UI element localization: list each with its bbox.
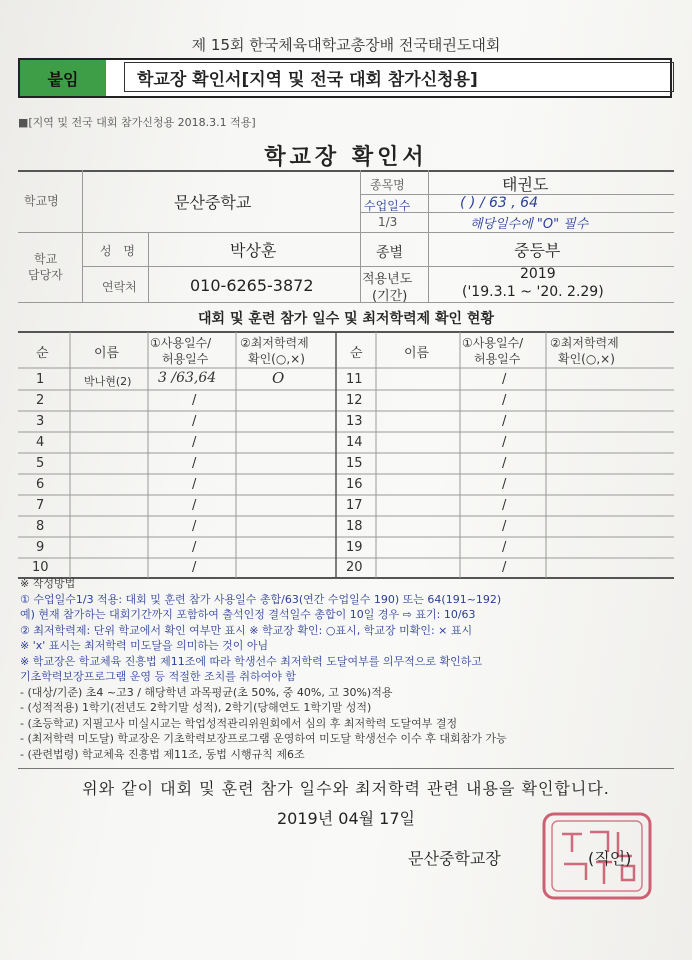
year-label-1: 적용년도 [362, 272, 413, 287]
row-no: 5 [36, 456, 45, 471]
row-days: / [192, 435, 197, 450]
note-line: 예) 현재 참가하는 대회기간까지 포함하여 출석인정 결석일수 총합이 10일 경우 ⇨ 표기: 10/63 [20, 608, 476, 621]
attachment-badge: 붙임 [20, 60, 106, 96]
row-days: / [502, 414, 507, 429]
row-days: / [502, 560, 507, 575]
row-no: 9 [36, 540, 45, 555]
col-header-days-right-1: ①사용일수/ [462, 336, 524, 350]
row-days: / [192, 519, 197, 534]
note-line: 기초학력보장프로그램 운영 등 적절한 조치를 취하여야 함 [20, 670, 297, 683]
issue-date: 2019년 04월 17일 [277, 809, 415, 828]
col-header-name-left: 이름 [94, 346, 120, 361]
note-line: - (관련법령) 학교체육 진흥법 제11조, 동법 시행규칙 제6조 [20, 747, 305, 761]
row-no: 19 [346, 540, 363, 555]
contact-value: 010-6265-3872 [190, 276, 314, 295]
row-days: / [192, 498, 197, 513]
row-name: 박나현(2) [84, 375, 132, 388]
row-no: 13 [346, 414, 363, 429]
row-days: / [192, 540, 197, 555]
note-line: ※ 학교장은 학교체육 진흥법 제11조에 따라 학생선수 최저학력 도달여부를 의무적으로 확인하고 [20, 654, 482, 668]
col-header-days-right-2: 허용일수 [474, 352, 521, 366]
type-value: 중등부 [514, 241, 561, 260]
row-no: 16 [346, 477, 363, 492]
row-days: / [192, 456, 197, 471]
row-days: / [192, 414, 197, 429]
row-days: 3 /63,64 [158, 370, 217, 386]
row-no: 8 [36, 519, 45, 534]
note-line: ※ 'x' 표시는 최저학력 미도달을 의미하는 것이 아님 [20, 639, 269, 652]
row-no: 6 [36, 477, 45, 492]
note-line: - (최저학력 미도달) 학교장은 기초학력보장프로그램 운영하여 미도달 학생선수 이수 후 대회참가 가능 [20, 732, 507, 745]
col-header-name-right: 이름 [404, 346, 430, 361]
document-heading: 학교장 확인서[지역 및 전국 대회 참가신청용] [124, 62, 674, 92]
year-label-2: (기간) [372, 289, 408, 304]
row-days: / [502, 456, 507, 471]
row-no: 7 [36, 498, 45, 513]
document-title: 학교장 확인서 [264, 145, 428, 170]
sport-value: 태권도 [502, 175, 549, 194]
manager-label-1: 학교 [34, 252, 58, 266]
name-label: 성 명 [100, 244, 139, 258]
type-label: 종별 [376, 245, 404, 261]
row-days: / [502, 372, 507, 387]
note-line: - (초등학교) 지필고사 미실시교는 학업성적관리위원회에서 심의 후 최저학력 도달여부 결정 [20, 716, 458, 730]
note-line: ※ 작성방법 [20, 577, 76, 590]
days-value: ( ) / 63 , 64 [460, 195, 538, 211]
row-days: / [502, 519, 507, 534]
row-no: 4 [36, 435, 45, 450]
row-no: 17 [346, 498, 363, 513]
year-value: 2019 [520, 266, 556, 282]
row-no: 18 [346, 519, 363, 534]
row-no: 11 [346, 372, 363, 387]
row-days: / [502, 477, 507, 492]
col-header-days-left-1: ①사용일수/ [150, 336, 212, 350]
note-line: - (대상/기준) 초4 ~고3 / 해당학년 과목평균(초 50%, 중 40%, 고 30%)적용 [20, 685, 393, 699]
col-header-no-right: 순 [350, 346, 363, 361]
row-no: 12 [346, 393, 363, 408]
period-value: ('19.3.1 ~ '20. 2.29) [462, 284, 604, 300]
col-header-no-left: 순 [36, 346, 49, 361]
stamp-label: (직인) [588, 849, 632, 868]
ratio-label: 1/3 [378, 215, 398, 229]
row-no: 2 [36, 393, 45, 408]
sport-label: 종목명 [370, 178, 405, 192]
note-line: ② 최저학력제: 단위 학교에서 확인 여부만 표시 ※ 학교장 확인: ○표시, 학교장 미확인: × 표시 [20, 623, 473, 637]
ratio-note: 해당일수에 "O" 필수 [470, 217, 589, 232]
col-header-days-left-2: 허용일수 [162, 352, 209, 366]
school-name: 문산중학교 [174, 193, 252, 212]
col-header-check-right-2: 확인(○,×) [558, 352, 615, 366]
row-no: 14 [346, 435, 363, 450]
row-no: 10 [32, 560, 49, 575]
contact-label: 연락처 [102, 280, 137, 294]
confirmation-text: 위와 같이 대회 및 훈련 참가 일수와 최저학력 관련 내용을 확인합니다. [82, 779, 610, 798]
row-days: / [502, 435, 507, 450]
row-no: 20 [346, 560, 363, 575]
row-no: 15 [346, 456, 363, 471]
instructions [20, 576, 680, 762]
note-line: ① 수업일수1/3 적용: 대회 및 훈련 참가 사용일수 총합/63(연간 수업일수 190) 또는 64(191~192) [20, 592, 502, 606]
col-header-check-left-1: ②최저학력제 [240, 336, 309, 350]
note-line: - (성적적용) 1학기(전년도 2학기말 성적), 2학기(당해연도 1학기말 성적) [20, 701, 372, 714]
row-days: / [192, 560, 197, 575]
event-title: 제 15회 한국체육대학교총장배 전국태권도대회 [191, 36, 501, 54]
col-header-check-left-2: 확인(○,×) [248, 352, 305, 366]
reference-note: ■[지역 및 전국 대회 참가신청용 2018.3.1 적용] [18, 116, 256, 129]
row-days: / [192, 393, 197, 408]
row-days: / [502, 540, 507, 555]
row-days: / [502, 498, 507, 513]
row-days: / [502, 393, 507, 408]
section-title: 대회 및 훈련 참가 일수 및 최저학력제 확인 현황 [198, 311, 494, 327]
row-no: 1 [36, 372, 45, 387]
row-days: / [192, 477, 197, 492]
principal-title: 문산중학교장 [408, 849, 501, 868]
row-no: 3 [36, 414, 45, 429]
col-header-check-right-1: ②최저학력제 [550, 336, 619, 350]
manager-label-2: 담당자 [28, 268, 63, 282]
days-label: 수업일수 [364, 199, 411, 213]
confirm-divider [18, 768, 674, 769]
school-label: 학교명 [24, 194, 59, 208]
row-check: O [272, 369, 285, 387]
name-value: 박상훈 [230, 241, 277, 260]
